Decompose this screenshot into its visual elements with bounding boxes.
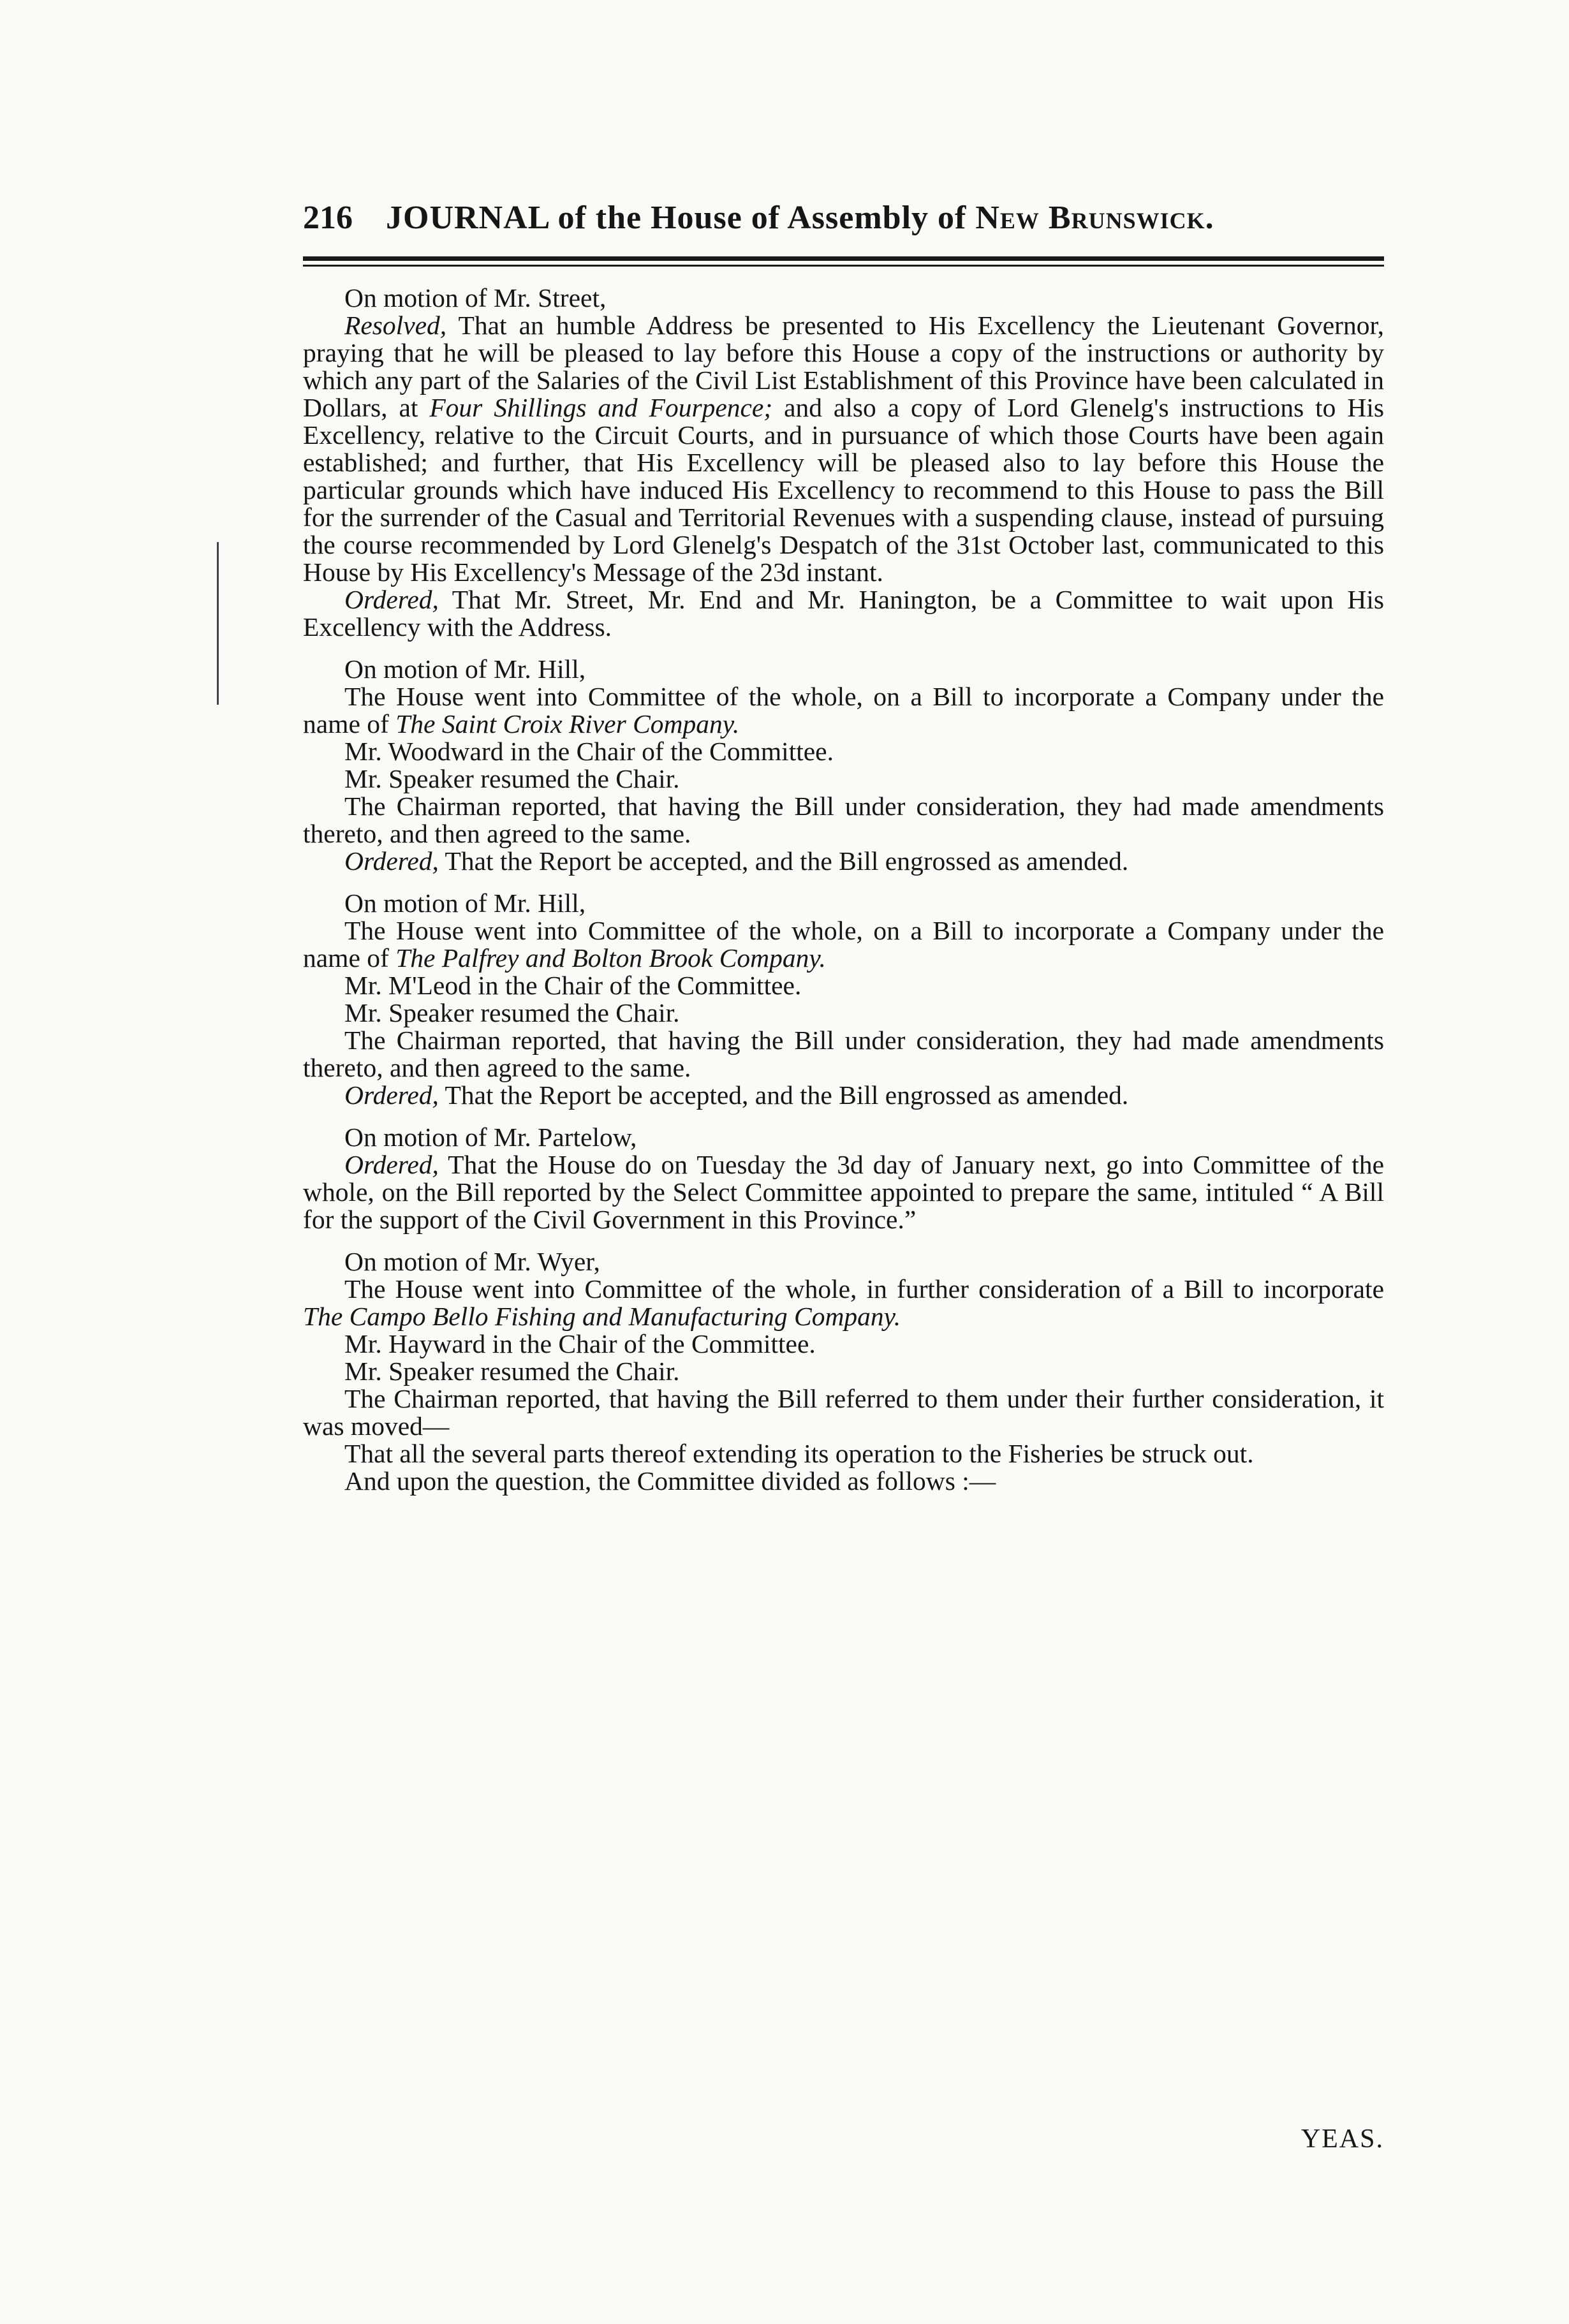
speaker-3: Mr. Speaker resumed the Chair. — [344, 1357, 680, 1386]
motion-hill-1: On motion of Mr. Hill, — [344, 654, 586, 684]
report-3: The Chairman reported, that having the Bill referred to them under their further consideration, it was moved— — [303, 1384, 1384, 1441]
ordered-lead: Ordered, — [344, 846, 439, 876]
ordered-2 — [303, 1082, 1384, 1109]
title-main: JOURNAL of the House of Assembly of — [386, 200, 976, 236]
motion-street: On motion of Mr. Street, — [344, 283, 607, 313]
committee-whole-1 — [303, 683, 1384, 738]
chair-2: Mr. M'Leod in the Chair of the Committee. — [344, 971, 802, 1000]
committee-whole-2 — [303, 917, 1384, 972]
division-intro: And upon the question, the Committee divided as follows :— — [344, 1466, 996, 1496]
report-1: The Chairman reported, that having the Bill under consideration, they had made amendments thereto, and then agreed to the same. — [303, 791, 1384, 848]
committee-text: The House went into Committee of the whole, on a Bill to incorporate a Company under the name of — [303, 682, 1384, 739]
catchword: YEAS. — [1300, 2124, 1384, 2154]
resolved-italic: Four Shillings and Fourpence; — [429, 393, 773, 422]
header-rule — [303, 256, 1384, 267]
journal-text — [303, 284, 1384, 1495]
ordered-1 — [303, 848, 1384, 875]
ordered-text: That the Report be accepted, and the Bill engrossed as amended. — [438, 846, 1129, 876]
chair-1: Mr. Woodward in the Chair of the Committee. — [344, 737, 834, 766]
ordered-lead: Ordered, — [344, 1150, 439, 1179]
motion-wyer: On motion of Mr. Wyer, — [344, 1247, 600, 1276]
ordered-lead: Ordered, — [344, 585, 439, 614]
speaker-1: Mr. Speaker resumed the Chair. — [344, 764, 680, 793]
company-name: The Palfrey and Bolton Brook Company. — [395, 943, 826, 973]
speaker-2: Mr. Speaker resumed the Chair. — [344, 998, 680, 1027]
company-name: The Saint Croix River Company. — [395, 709, 740, 739]
committee-text: The House went into Committee of the whole, on a Bill to incorporate a Company under the name of — [303, 916, 1384, 973]
ordered-text: That the Report be accepted, and the Bill engrossed as amended. — [438, 1080, 1129, 1110]
resolved-lead: Resolved, — [344, 311, 447, 340]
page-number: 216 — [303, 200, 353, 236]
report-2: The Chairman reported, that having the Bill under consideration, they had made amendments thereto, and then agreed to the same. — [303, 1026, 1384, 1082]
resolved-text: That an humble Address be presented to His Excellency the Lieutenant Governor, praying that he will be pleased to lay before this House a copy of the instructions or authority by which any part of the Salaries of the Civil List Establishment of this Province have been calculated in Dollars, at — [303, 311, 1384, 422]
committee-text: The House went into Committee of the whole, in further consideration of a Bill to incorporate — [344, 1274, 1384, 1304]
ordered-text: That Mr. Street, Mr. End and Mr. Hanington, be a Committee to wait upon His Excellency with the Address. — [303, 585, 1384, 642]
ordered-civil-government — [303, 1151, 1384, 1233]
motion-hill-2: On motion of Mr. Hill, — [344, 888, 586, 918]
motion-partelow: On motion of Mr. Partelow, — [344, 1122, 637, 1152]
committee-whole-3 — [303, 1276, 1384, 1330]
ordered-text: That the House do on Tuesday the 3d day of January next, go into Committee of the whole, on the Bill reported by the Select Committee appointed to prepare the same, intituled “ A Bill for the support of the Civil Government in this Province.” — [303, 1150, 1384, 1234]
company-name: The Campo Bello Fishing and Manufacturing Company. — [303, 1302, 901, 1331]
resolved-text-cont: and also a copy of Lord Glenelg's instructions to His Excellency, relative to the Circuit Courts, and in pursuance of which those Courts have been again established; and further, that His Excellency will be pleased also to lay before this House the particular grounds which have induced His Excellency to recommend to this House to pass the Bill for the surrender of the Casual and Territorial Revenues with a suspending clause, instead of pursuing the course recommended by Lord Glenelg's Despatch of the 31st October last, communicated to this House by His Excellency's Message of the 23d instant. — [303, 393, 1384, 587]
running-title — [386, 199, 1214, 237]
margin-bracket-mark — [217, 542, 226, 705]
ordered-lead: Ordered, — [344, 1080, 439, 1110]
resolved-address — [303, 312, 1384, 586]
ordered-committee — [303, 586, 1384, 641]
running-header — [303, 199, 1384, 250]
motion-fisheries: That all the several parts thereof extending its operation to the Fisheries be struck out. — [344, 1439, 1254, 1468]
chair-3: Mr. Hayward in the Chair of the Committee. — [344, 1329, 816, 1358]
title-small-caps: New Brunswick. — [975, 200, 1214, 236]
